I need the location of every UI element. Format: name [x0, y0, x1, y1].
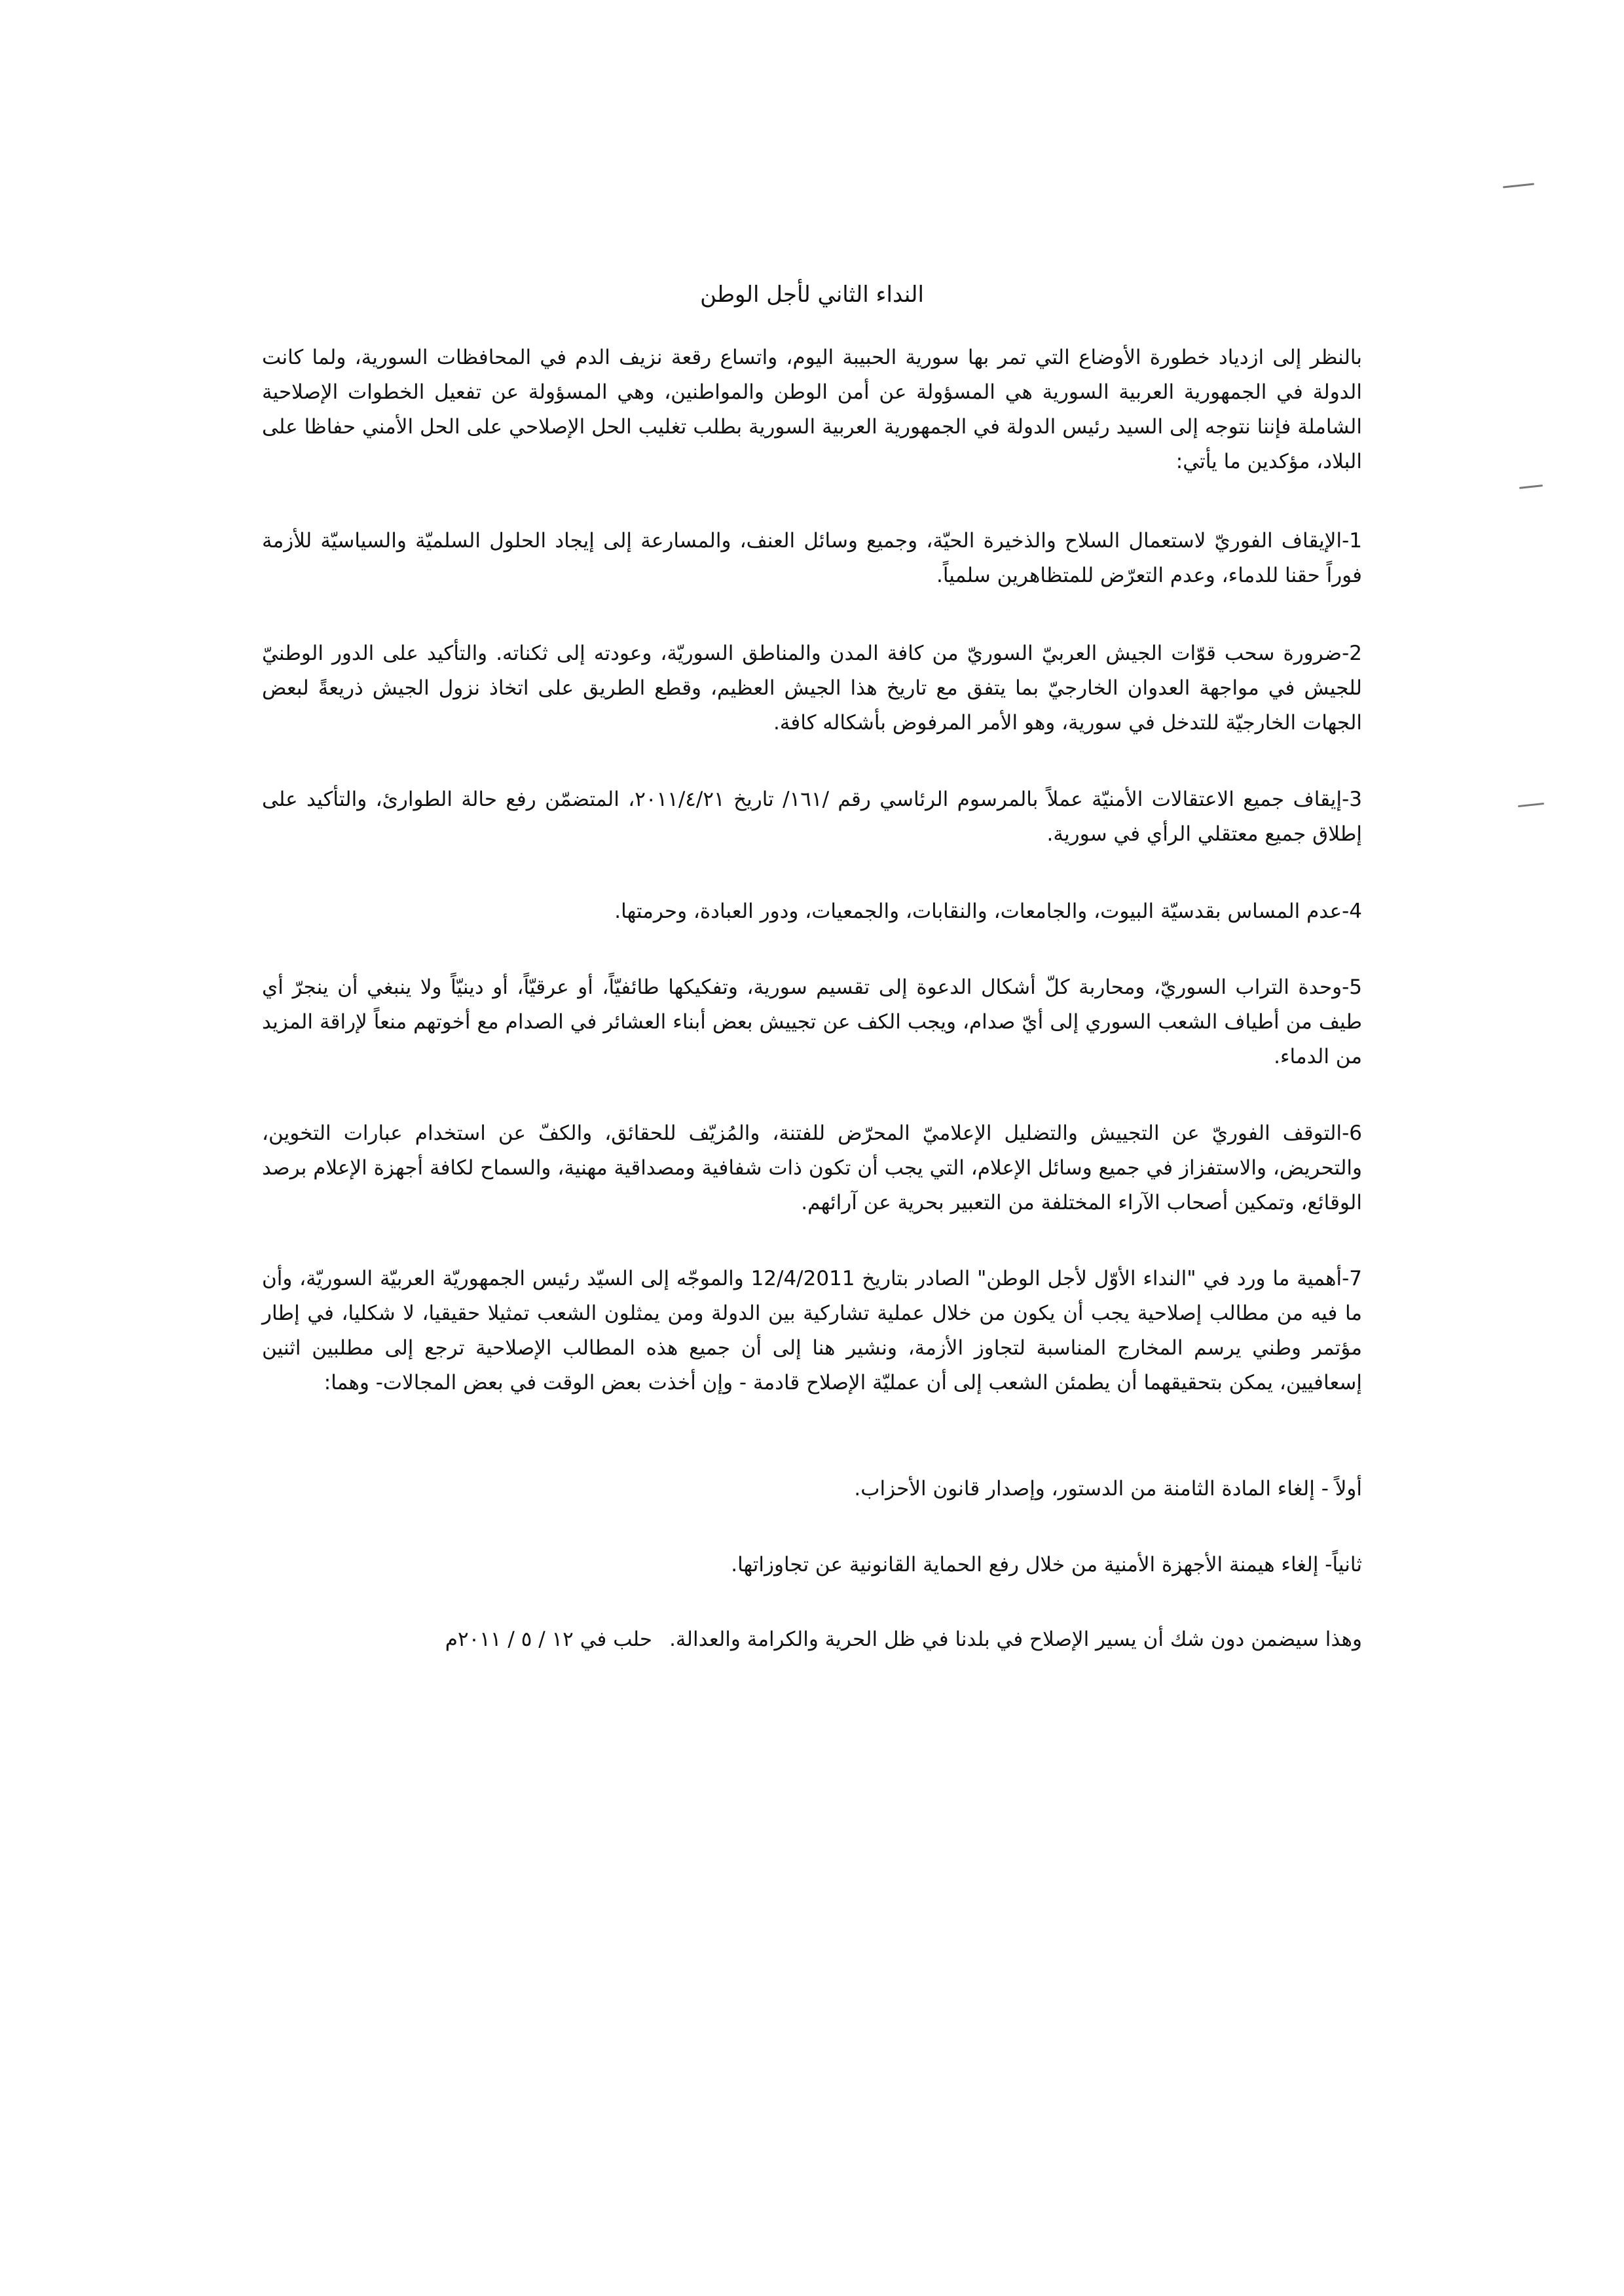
second-demand: ثانياً- إلغاء هيمنة الأجهزة الأمنية من خلال رفع الحماية القانونية عن تجاوزاتها. [731, 1553, 1362, 1576]
list-item-3: 3-إيقاف جميع الاعتقالات الأمنيّة عملاً بالمرسوم الرئاسي رقم /١٦١/ تاريخ ٢٠١١/٤/٢١، المتضمّن رفع حالة الطوارئ، والتأكيد على إطلاق جميع معتقلي الرأي في سورية. [262, 788, 1362, 846]
scan-mark [1519, 484, 1543, 489]
document-page [262, 0, 1362, 2296]
place-and-date: حلب في ١٢ / ٥ / ٢٠١١م [445, 1628, 653, 1651]
list-item-5: 5-وحدة التراب السوريّ، ومحاربة كلّ أشكال الدعوة إلى تقسيم سورية، وتفكيكها طائفيّاً، أو عرقيّاً، أو دينيّاً ولا ينبغي أن ينجرّ أي طيف من أطياف الشعب السوري إلى أيّ صدام، ويجب الكف عن تجييش بعض أبناء العشائر في الصدام مع أخوتهم منعاً لإراقة المزيد من الدماء. [262, 975, 1362, 1068]
list-item-2: 2-ضرورة سحب قوّات الجيش العربيّ السوريّ من كافة المدن والمناطق السوريّة، وعودته إلى ثكناته. والتأكيد على الدور الوطنيّ للجيش في مواجهة العدوان الخارجيّ بما يتفق مع تاريخ هذا الجيش العظيم، وقطع الطريق على اتخاذ نزول الجيش ذريعةً لبعض الجهات الخارجيّة للتدخل في سورية، وهو الأمر المرفوض بأشكاله كافة. [262, 642, 1362, 735]
list-item-7: 7-أهمية ما ورد في "النداء الأوّل لأجل الوطن" الصادر بتاريخ 12/4/2011 والموجّه إلى السيّد رئيس الجمهوريّة العربيّة السوريّة، وأن ما فيه من مطالب إصلاحية يجب أن يكون من خلال عملية تشاركية بين الدولة ومن يمثلون الشعب تمثيلا حقيقيا، لا شكليا، في إطار مؤتمر وطني يرسم المخارج المناسبة لتجاوز الأزمة، ونشير هنا إلى أن جميع هذه المطالب الإصلاحية ترجع إلى مطلبين اثنين إسعافيين، يمكن بتحقيقهما أن يطمئن الشعب إلى أن عمليّة الإصلاح قادمة - وإن أخذت بعض الوقت في بعض المجالات- وهما: [262, 1267, 1362, 1394]
document-title: النداء الثاني لأجل الوطن [700, 282, 924, 308]
list-item-4: 4-عدم المساس بقدسيّة البيوت، والجامعات، والنقابات، والجمعيات، ودور العبادة، وحرمتها. [614, 900, 1362, 923]
first-demand: أولاً - إلغاء المادة الثامنة من الدستور، وإصدار قانون الأحزاب. [854, 1477, 1362, 1501]
list-item-1: 1-الإيقاف الفوريّ لاستعمال السلاح والذخيرة الحيّة، وجميع وسائل العنف، والمسارعة إلى إيجاد الحلول السلميّة والسياسيّة للأزمة فوراً حقنا للدماء، وعدم التعرّض للمتظاهرين سلمياً. [262, 529, 1362, 587]
closing-line [262, 1622, 1362, 1657]
closing-sentence: وهذا سيضمن دون شك أن يسير الإصلاح في بلدنا في ظل الحرية والكرامة والعدالة. [669, 1628, 1362, 1651]
list-item-6: 6-التوقف الفوريّ عن التجييش والتضليل الإعلاميّ المحرّض للفتنة، والمُزيّف للحقائق، والكفّ عن استخدام عبارات التخوين، والتحريض، والاستفزاز في جميع وسائل الإعلام، التي يجب أن تكون ذات شفافية ومصداقية مهنية، والسماح لكافة أجهزة الإعلام برصد الوقائع، وتمكين أصحاب الآراء المختلفة من التعبير بحرية عن آرائهم. [262, 1121, 1362, 1214]
scan-mark [1503, 183, 1534, 188]
scan-mark [1518, 803, 1544, 807]
intro-paragraph: بالنظر إلى ازدياد خطورة الأوضاع التي تمر بها سورية الحبيبة اليوم، واتساع رقعة نزيف الدم في المحافظات السورية، ولما كانت الدولة في الجمهورية العربية السورية هي المسؤولة عن أمن الوطن والمواطنين، وهي المسؤولة عن تفعيل الخطوات الإصلاحية الشاملة فإننا نتوجه إلى السيد رئيس الدولة في الجمهورية العربية السورية بطلب تغليب الحل الإصلاحي على الحل الأمني حفاظا على البلاد، مؤكدين ما يأتي: [262, 346, 1362, 473]
